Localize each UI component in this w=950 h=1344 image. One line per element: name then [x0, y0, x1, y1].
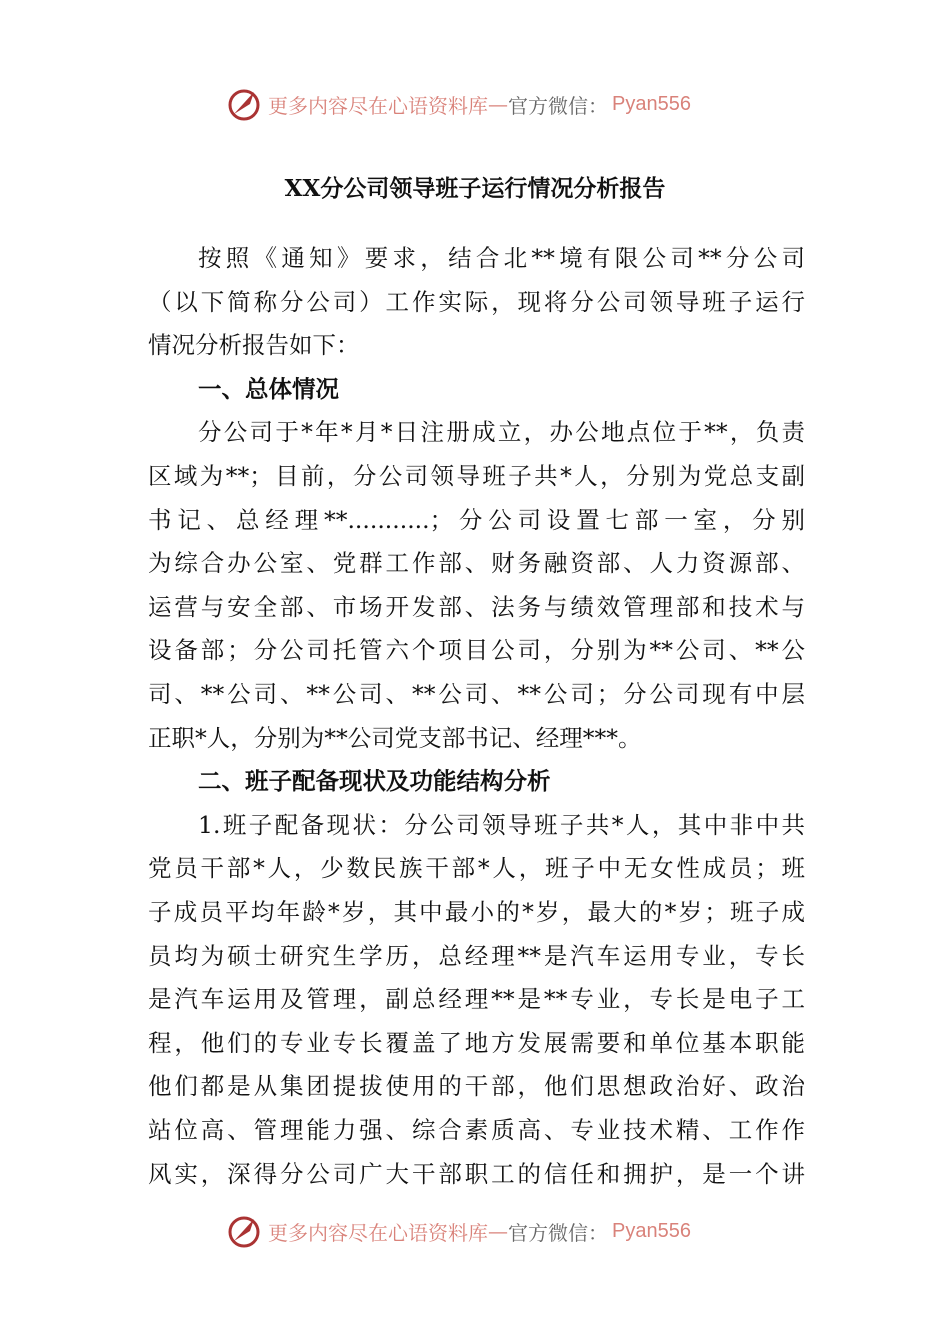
paragraph-line: 为综合办公室、党群工作部、财务融资部、人力资源部、: [148, 549, 805, 578]
banner-site-text: 更多内容尽在心语资料库: [268, 1220, 488, 1245]
quill-logo-icon: [226, 86, 262, 122]
paragraph-line: 设备部；分公司托管六个项目公司，分别为**公司、**公: [148, 636, 805, 665]
paragraph-line: 司、**公司、**公司、**公司、**公司；分公司现有中层: [148, 680, 805, 708]
paragraph-line: 站位高、管理能力强、综合素质高、专业技术精、工作作: [148, 1116, 805, 1144]
paragraph-line: 是汽车运用及管理，副总经理**是**专业，专长是电子工: [148, 985, 805, 1014]
paragraph-line: 1.班子配备现状：分公司领导班子共*人，其中非中共: [198, 810, 805, 839]
banner-separator: —: [488, 92, 508, 116]
paragraph-line: 正职*人，分别为**公司党支部书记、经理***。: [148, 723, 642, 752]
paragraph-line: 风实，深得分公司广大干部职工的信任和拥护，是一个讲: [148, 1159, 805, 1188]
quill-logo-icon: [226, 1213, 262, 1249]
paragraph-line: 按照《通知》要求，结合北**境有限公司**分公司: [198, 244, 805, 272]
paragraph-line: 党员干部*人，少数民族干部*人，班子中无女性成员；班: [148, 854, 805, 883]
paragraph-line: 员均为硕士研究生学历，总经理**是汽车运用专业，专长: [148, 941, 805, 970]
section-heading: 二、班子配备现状及功能结构分析: [198, 767, 551, 796]
paragraph-line: 区域为**；目前，分公司领导班子共*人，分别为党总支副: [148, 462, 805, 490]
banner-wechat-label: 官方微信：: [508, 1220, 608, 1245]
paragraph-line: 子成员平均年龄*岁，其中最小的*岁，最大的*岁；班子成: [148, 898, 805, 926]
banner-wechat-label: 官方微信：: [508, 93, 608, 118]
paragraph-line: （以下简称分公司）工作实际，现将分公司领导班子运行: [148, 287, 805, 316]
paragraph-line: 书记、总经理**...........；分公司设置七部一室，分别: [148, 505, 805, 534]
paragraph-line: 他们都是从集团提拔使用的干部，他们思想政治好、政治: [148, 1072, 805, 1101]
banner-separator: —: [488, 1219, 508, 1243]
header-watermark-banner: [226, 84, 726, 124]
banner-wechat-id: Pyan556: [612, 1219, 691, 1242]
paragraph-line: 分公司于*年*月*日注册成立，办公地点位于**，负责: [198, 418, 805, 447]
banner-wechat-id: Pyan556: [612, 92, 691, 115]
paragraph-line: 程，他们的专业专长覆盖了地方发展需要和单位基本职能: [148, 1028, 805, 1057]
footer-watermark-banner: [226, 1211, 726, 1251]
paragraph-line: 情况分析报告如下：: [148, 331, 360, 360]
section-heading: 一、总体情况: [198, 374, 339, 403]
document-title: XX分公司领导班子运行情况分析报告: [284, 175, 666, 202]
banner-site-text: 更多内容尽在心语资料库: [268, 93, 488, 118]
paragraph-line: 运营与安全部、市场开发部、法务与绩效管理部和技术与: [148, 592, 805, 621]
